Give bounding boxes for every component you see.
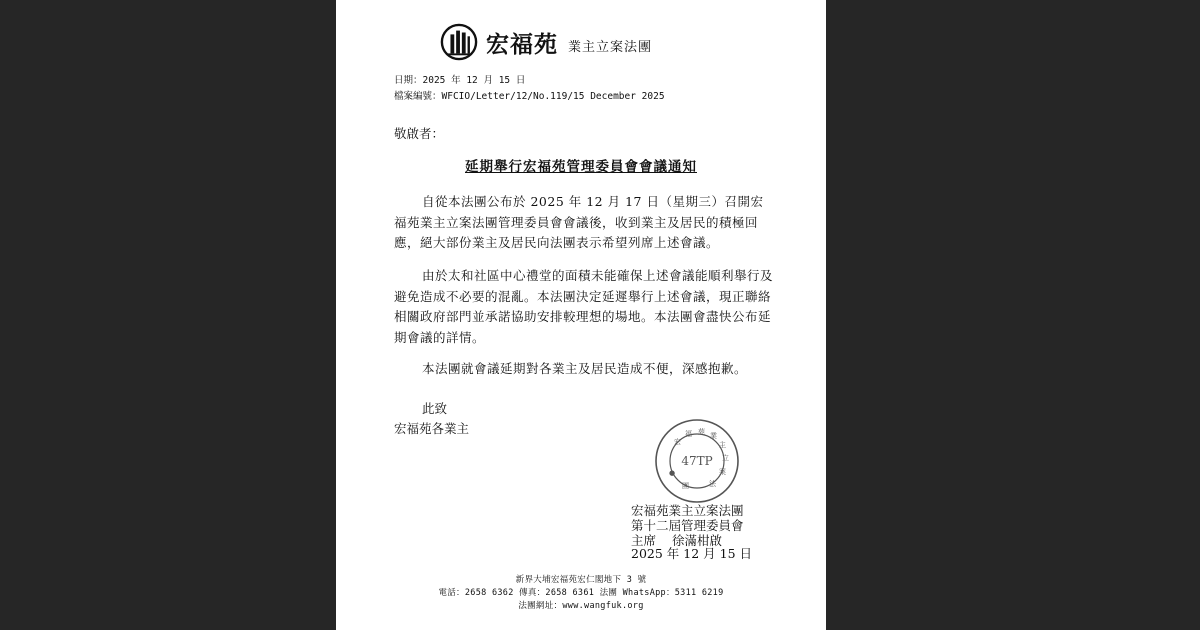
- official-seal: [654, 418, 740, 504]
- svg-text:立: 立: [722, 454, 729, 462]
- letterhead-name: 宏福苑: [486, 30, 558, 58]
- salutation: 敬啟者：: [394, 126, 445, 141]
- signature-committee: 第十二屆管理委員會: [631, 518, 744, 533]
- letter-title: 延期舉行宏福苑管理委員會會議通知: [465, 159, 697, 175]
- letter-date: 日期：2025 年 12 月 15 日: [394, 75, 526, 86]
- svg-text:法: 法: [709, 480, 716, 488]
- svg-text:●: ●: [669, 469, 676, 477]
- paragraph: [394, 192, 774, 254]
- building-logo-icon: [440, 23, 478, 61]
- paragraph: [394, 359, 774, 380]
- seal-center-text: 47TP: [681, 454, 713, 468]
- svg-text:業: 業: [710, 432, 717, 440]
- svg-text:宏: 宏: [674, 438, 681, 446]
- paragraph-text: 自從本法團公布於 2025 年 12 月 17 日（星期三）召開宏福苑業主立案法團管理委員會會議後，收到業主及居民的積極回應，絕大部份業主及居民向法團表示希望列席上述會議。: [394, 194, 764, 250]
- letterhead-subtitle: 業主立案法團: [568, 39, 653, 55]
- signature-organization: 宏福苑業主立案法團: [631, 503, 744, 518]
- addressee: 宏福苑各業主: [394, 421, 470, 436]
- svg-text:苑: 苑: [698, 428, 705, 436]
- footer-contacts: 電話：2658 6362 傳真：2658 6361 法團 WhatsApp：5311 6219: [438, 588, 724, 598]
- svg-text:福: 福: [685, 430, 692, 438]
- closing: 此致: [422, 401, 448, 416]
- svg-text:主: 主: [719, 441, 726, 449]
- svg-text:案: 案: [719, 468, 726, 476]
- letter-page: [336, 0, 826, 630]
- svg-text:團: 團: [682, 482, 689, 490]
- signature-role: 主席: [631, 533, 657, 548]
- letterhead: [440, 22, 652, 62]
- paragraph: [394, 266, 774, 348]
- paragraph-text: 由於太和社區中心禮堂的面積未能確保上述會議能順利舉行及避免造成不必要的混亂。本法團決定延遲舉行上述會議，現正聯絡相關政府部門並承諾協助安排較理想的場地。本法團會盡快公布延期會議的詳情。: [394, 268, 774, 345]
- reference-number: 檔案編號：WFCIO/Letter/12/No.119/15 December 2025: [394, 91, 665, 102]
- signature-person: 徐滿柑啟: [672, 533, 723, 548]
- footer-address: 新界大埔宏福苑宏仁閣地下 3 號: [515, 575, 647, 585]
- paragraph-text: 本法團就會議延期對各業主及居民造成不便，深感抱歉。: [422, 361, 748, 376]
- footer-website: 法團網址：www.wangfuk.org: [518, 601, 644, 611]
- signature-date: 2025 年 12 月 15 日: [631, 546, 752, 561]
